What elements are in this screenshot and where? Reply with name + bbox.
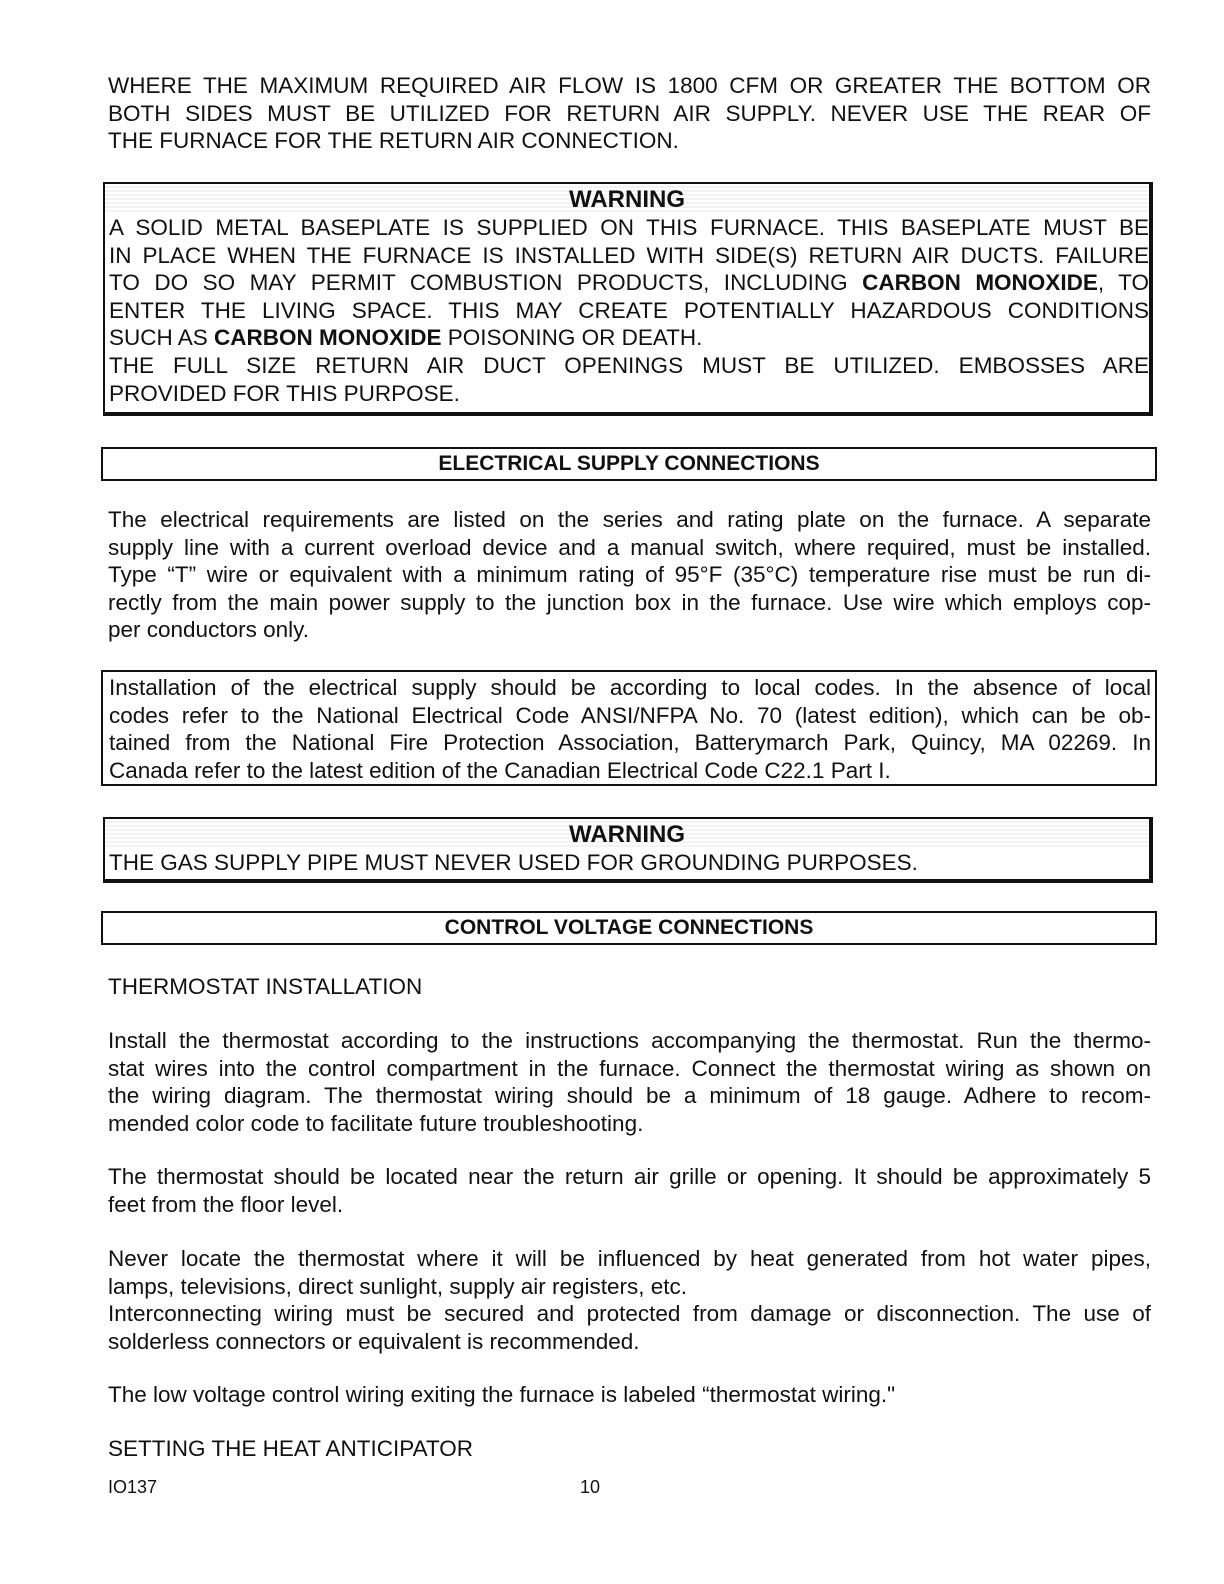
codes-line: Canada refer to the latest edition of the Canadian Electrical Code C22.1 Part I. [109, 757, 891, 783]
paragraph-line: Install the thermostat according to the instructions accompanying the thermostat. Run the thermo- [108, 1028, 1151, 1053]
warning-line: A SOLID METAL BASEPLATE IS SUPPLIED ON THIS FURNACE. THIS BASEPLATE MUST BE [109, 215, 1149, 240]
intro-paragraph [108, 72, 1151, 155]
codes-line: Installation of the electrical supply should be according to local codes. In the absence of local [109, 675, 1151, 700]
warning-line: ENTER THE LIVING SPACE. THIS MAY CREATE POTENTIALLY HAZARDOUS CONDITIONS [109, 297, 1149, 323]
warning-line: IN PLACE WHEN THE FURNACE IS INSTALLED WITH SIDE(S) RETURN AIR DUCTS. FAILURE [109, 242, 1149, 268]
page-number: 10 [580, 1477, 601, 1497]
paragraph-line: mended color code to facilitate future troubleshooting. [108, 1110, 644, 1136]
heat-anticipator-heading: SETTING THE HEAT ANTICIPATOR [108, 1436, 474, 1461]
paragraph-line: the wiring diagram. The thermostat wiring should be a minimum of 18 gauge. Adhere to recom- [108, 1083, 1151, 1109]
warning-line [109, 269, 1149, 297]
paragraph-line: solderless connectors or equivalent is recommended. [108, 1328, 640, 1354]
carbon-monoxide-emphasis: CARBON MONOXIDE [214, 325, 442, 351]
paragraph-line: The thermostat should be located near the return air grille or opening. It should be approximately 5 [108, 1164, 1151, 1189]
thermostat-install-paragraph [108, 1027, 1151, 1137]
document-id: IO137 [108, 1477, 158, 1497]
warning-title: WARNING [105, 184, 1149, 214]
section-header-control-voltage: CONTROL VOLTAGE CONNECTIONS [101, 911, 1157, 945]
electrical-line: rectly from the main power supply to the junction box in the furnace. Use wire which employs cop- [108, 589, 1151, 615]
warning-text: SUCH AS [109, 325, 215, 351]
electrical-line: supply line with a current overload device and a manual switch, where required, must be installed. [108, 534, 1151, 560]
carbon-monoxide-emphasis: CARBON MONOXIDE [862, 270, 1098, 296]
warning-box-baseplate [103, 182, 1153, 416]
paragraph-line: Never locate the thermostat where it will be influenced by heat generated from hot water pipes, [108, 1246, 1151, 1271]
electrical-line: Type “T” wire or equivalent with a minimum rating of 95°F (35°C) temperature rise must be run di- [108, 562, 1151, 588]
codes-line: tained from the National Fire Protection Association, Batterymarch Park, Quincy, MA 02269. In [109, 730, 1151, 756]
warning-text: POISONING OR DEATH. [441, 325, 703, 351]
thermostat-avoid-paragraph [108, 1245, 1151, 1355]
paragraph-line: stat wires into the control compartment in the furnace. Connect the thermostat wiring as shown on [108, 1055, 1151, 1081]
paragraph-line: lamps, televisions, direct sunlight, supply air registers, etc. [108, 1273, 687, 1299]
warning-line: THE FULL SIZE RETURN AIR DUCT OPENINGS MUST BE UTILIZED. EMBOSSES ARE [109, 352, 1149, 378]
warning-text: TO DO SO MAY PERMIT COMBUSTION PRODUCTS, INCLUDING [109, 270, 863, 296]
electrical-codes-note [101, 670, 1157, 786]
warning-title: WARNING [105, 819, 1149, 849]
warning-line: PROVIDED FOR THIS PURPOSE. [109, 380, 460, 406]
section-header-electrical: ELECTRICAL SUPPLY CONNECTIONS [101, 447, 1157, 481]
warning-box-grounding [103, 817, 1153, 883]
thermostat-wiring-label-paragraph: The low voltage control wiring exiting the furnace is labeled “thermostat wiring." [108, 1382, 896, 1407]
intro-line: WHERE THE MAXIMUM REQUIRED AIR FLOW IS 1800 CFM OR GREATER THE BOTTOM OR [108, 73, 1151, 98]
intro-line: BOTH SIDES MUST BE UTILIZED FOR RETURN AIR SUPPLY. NEVER USE THE REAR OF [108, 100, 1151, 126]
paragraph-line: Interconnecting wiring must be secured and protected from damage or disconnection. The use of [108, 1301, 1151, 1327]
electrical-line: per conductors only. [108, 617, 309, 643]
warning-line: THE GAS SUPPLY PIPE MUST NEVER USED FOR GROUNDING PURPOSES. [109, 850, 918, 875]
electrical-line: The electrical requirements are listed on the series and rating plate on the furnace. A separate [108, 507, 1151, 532]
warning-text: , TO [1097, 270, 1150, 296]
codes-line: codes refer to the National Electrical Code ANSI/NFPA No. 70 (latest edition), which can be ob- [109, 702, 1151, 728]
thermostat-location-paragraph [108, 1163, 1151, 1218]
paragraph-line: feet from the floor level. [108, 1191, 344, 1217]
thermostat-heading: THERMOSTAT INSTALLATION [108, 974, 423, 999]
electrical-paragraph [108, 506, 1151, 644]
warning-line [109, 324, 1149, 352]
intro-line: THE FURNACE FOR THE RETURN AIR CONNECTION. [108, 128, 679, 154]
